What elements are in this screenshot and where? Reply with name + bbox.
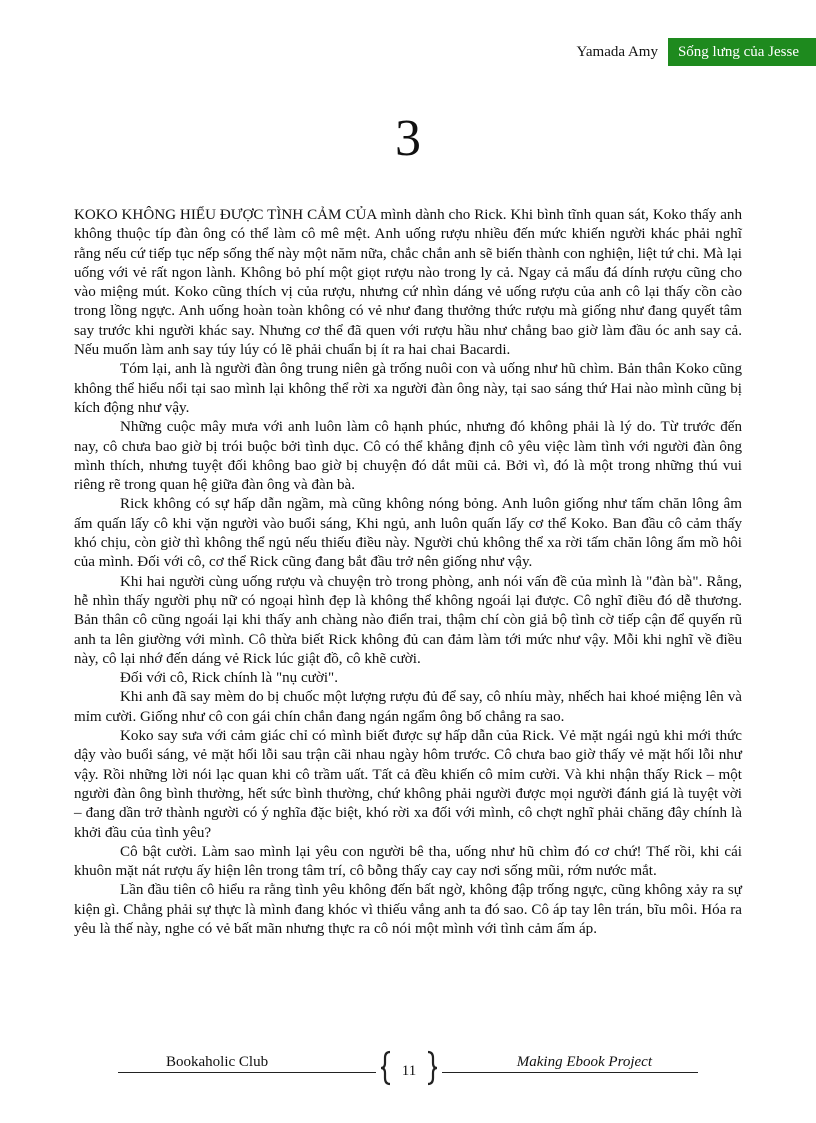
chapter-body [74,206,742,939]
page-number-frame [380,1050,438,1086]
header-book-title: Sống lưng của Jesse [668,38,816,66]
header-author: Yamada Amy [576,43,658,60]
paragraph: Khi hai người cùng uống rượu và chuyện trò trong phòng, anh nói vấn đề của mình là "đàn bà". Rằng, hễ nhìn thấy người phụ nữ có ngoại hình đẹp là không thể không ngoái lại được. Cô nghĩ điều đó dễ thương. Bản thân cô cũng ngoái lại khi thấy anh chàng nào điển trai, thậm chí còn giả bộ tình cờ tiếp cận để quyến rũ anh ta lên giường với mình. Cô thừa biết Rick không đủ can đảm làm tới mức như vậy. Mỗi khi nghĩ về điều này, cô lại nhớ đến dáng vẻ Rick lúc giật đồ, cô khẽ cười. [74,573,742,667]
paragraph: Những cuộc mây mưa với anh luôn làm cô hạnh phúc, nhưng đó không phải là lý do. Từ trước đến nay, cô chưa bao giờ bị trói buộc bởi tình dục. Cô có thể khẳng định cô yêu việc làm tình với người đàn ông mình thích, nhưng tuyệt đối không bao giờ bị chuyện đó dắt mũi cả. Bởi vì, đó là một trong những thú vui riêng rẽ trong quan hệ giữa đàn ông và đàn bà. [74,419,742,494]
page-header [577,38,816,66]
page-footer [118,1050,698,1090]
chapter-number: 3 [395,110,421,167]
footer-club-name: Bookaholic Club [166,1054,269,1070]
page-number: 11 [401,1063,417,1079]
paragraph: Tóm lại, anh là người đàn ông trung niên gà trống nuôi con và uống như hũ chìm. Bản thân Koko cũng không thể hiểu nổi tại sao mình lại không thể rời xa người đàn ông này, tại sao sáng thứ Hai nào mình cũng bị kích động như vậy. [74,361,742,416]
footer-project-name: Making Ebook Project [516,1054,652,1070]
footer-divider-left [118,1072,376,1073]
paragraph: Cô bật cười. Làm sao mình lại yêu con người bê tha, uống như hũ chìm đó cơ chứ! Thế rồi, khi cái khuôn mặt nát rượu ấy hiện lên trong tâm trí, cô bỗng thấy cay cay nơi sống mũi, rớm nước mắt. [74,843,742,880]
paragraph: Koko say sưa với cảm giác chỉ có mình biết được sự hấp dẫn của Rick. Vẻ mặt ngái ngủ khi mới thức dậy vào buổi sáng, vẻ mặt hối lỗi sau trận cãi nhau ngày hôm trước. Cô chưa bao giờ thấy vẻ mặt hối lỗi như vậy. Rồi những lời nói lạc quan khi cô trầm uất. Tất cả đều khiến cô mỉm cười. Và khi nhận thấy Rick – một người đàn ông bình thường, hết sức bình thường, chứ không phải người được mọi người đánh giá là tuyệt vời – đang dần trở thành người có ý nghĩa đặc biệt, khó rời xa đối với mình, cô chợt nghĩ phải chăng đây chính là khởi đầu của tình yêu? [74,728,742,841]
paragraph: KOKO KHÔNG HIỂU ĐƯỢC TÌNH CẢM CỦA mình dành cho Rick. Khi bình tĩnh quan sát, Koko thấy anh không thuộc típ đàn ông có thể làm cô mê mệt. Anh uống rượu nhiều đến mức khiến người khác phải nghĩ rằng nếu cứ tiếp tục nếp sống thế này một năm nữa, chắc chắn anh sẽ biến thành con nghiện, liệt tứ chi. Mà lại uống với vẻ rất ngon lành. Không bỏ phí một giọt rượu nào trong ly cả. Ngay cả mẩu đá dính rượu cũng cho vào miệng mút. Koko cũng thích vị của rượu, nhưng cứ nhìn dáng vẻ uống rượu của anh cô lại thấy cồn cào trong lồng ngực. Anh uống hoàn toàn không có vẻ như đang thưởng thức rượu mà giống như đang quyết tâm say trước khi người khác say. Nhưng cơ thể đã quen với rượu hầu như chẳng bao giờ làm đầu óc anh say cả. Nếu muốn làm anh say túy lúy có lẽ phải chuẩn bị ít ra hai chai Bacardi. [74,207,742,359]
footer-divider-right [442,1072,698,1073]
paragraph: Đối với cô, Rick chính là "nụ cười". [120,670,338,687]
paragraph: Rick không có sự hấp dẫn ngầm, mà cũng không nóng bỏng. Anh luôn giống như tấm chăn lông âm ấm quấn lấy cô khi vặn người vào buổi sáng, Khi ngủ, anh luôn quấn lấy cơ thể Koko. Ban đầu cô cảm thấy khó chịu, còn giờ thì không thể ngủ nếu thiếu điều này. Người chủ không thể xa rời tấm chăn lông ẩm mồ hôi của mình. Đối với cô, cơ thể Rick cũng đang bắt đầu trở nên giống như vậy. [74,496,742,571]
paragraph: Khi anh đã say mèm do bị chuốc một lượng rượu đủ để say, cô nhíu mày, nhếch hai khoé miệng lên và mỉm cười. Giống như cô con gái chín chắn đang ngán ngẩm ông bố chẳng ra sao. [74,689,742,725]
paragraph: Lần đầu tiên cô hiểu ra rằng tình yêu không đến bất ngờ, không đập trống ngực, cũng không xảy ra sự kiện gì. Chẳng phải sự thực là mình đang khóc vì thiếu vắng anh ta đó sao. Cô áp tay lên trán, bĩu môi. Hóa ra yêu là thế này, nghe có vẻ bất mãn nhưng thực ra cô nói một mình với tình cảm ấm áp. [74,882,742,937]
